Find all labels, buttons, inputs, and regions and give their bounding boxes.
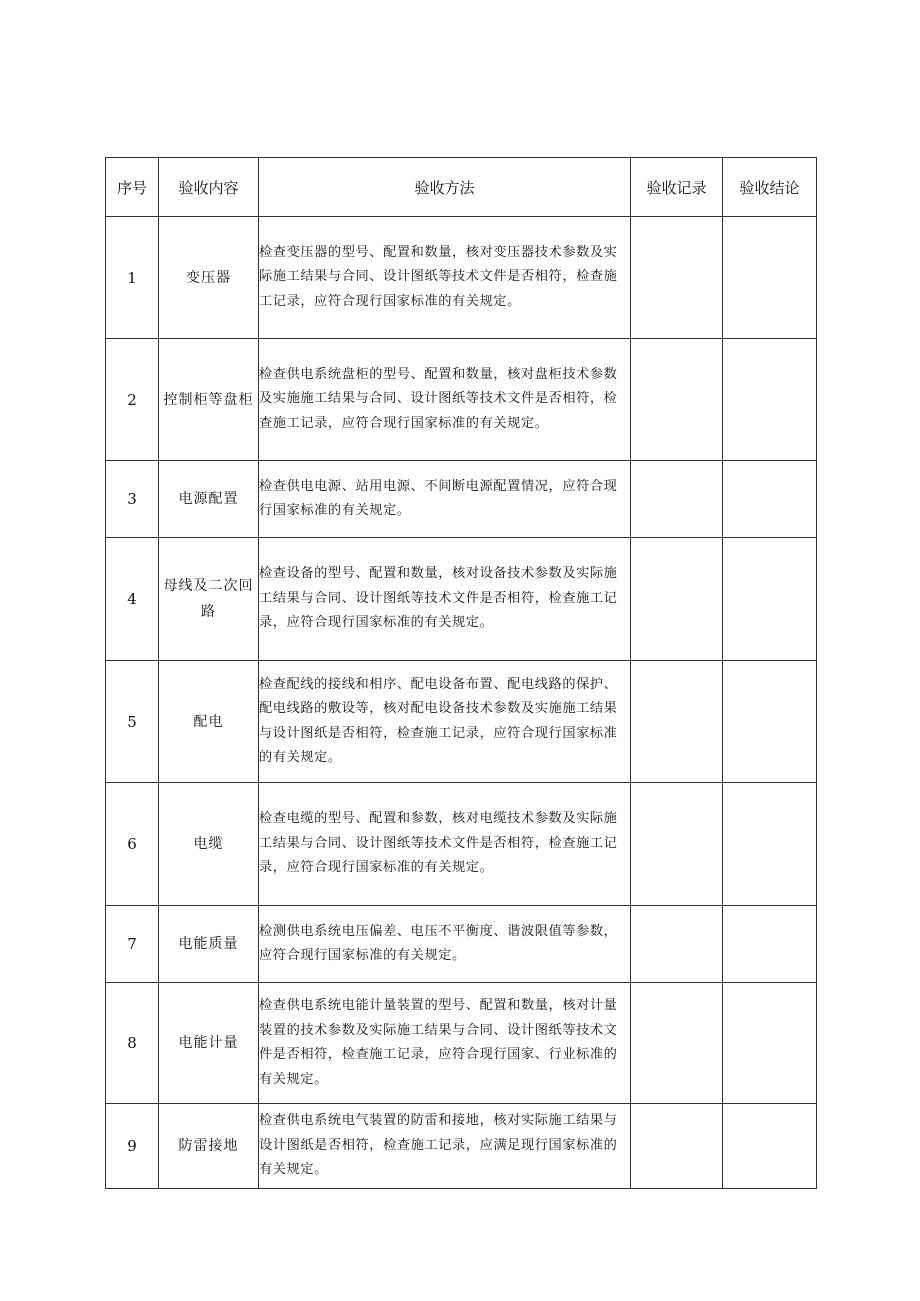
row-conclusion — [723, 461, 817, 538]
row-record — [631, 339, 723, 461]
row-method: 检查供电系统电能计量装置的型号、配置和数量，核对计量装置的技术参数及实际施工结果与合同、设计图纸等技术文件是否相符，检查施工记录，应符合现行国家、行业标准的有关规定。 — [259, 983, 631, 1104]
row-content: 母线及二次回路 — [159, 538, 259, 661]
row-seq: 5 — [106, 661, 159, 783]
row-method: 检查设备的型号、配置和数量，核对设备技术参数及实际施工结果与合同、设计图纸等技术文件是否相符，检查施工记录，应符合现行国家标准的有关规定。 — [259, 538, 631, 661]
row-record — [631, 217, 723, 339]
row-record — [631, 783, 723, 906]
row-content: 电缆 — [159, 783, 259, 906]
row-seq: 2 — [106, 339, 159, 461]
row-method: 检查变压器的型号、配置和数量，核对变压器技术参数及实际施工结果与合同、设计图纸等技术文件是否相符，检查施工记录，应符合现行国家标准的有关规定。 — [259, 217, 631, 339]
row-seq: 9 — [106, 1104, 159, 1189]
header-seq: 序号 — [106, 158, 159, 217]
header-record: 验收记录 — [631, 158, 723, 217]
row-content: 防雷接地 — [159, 1104, 259, 1189]
row-conclusion — [723, 783, 817, 906]
row-record — [631, 906, 723, 983]
row-method: 检查供电系统盘柜的型号、配置和数量，核对盘柜技术参数及实施施工结果与合同、设计图纸等技术文件是否相符，检查施工记录，应符合现行国家标准的有关规定。 — [259, 339, 631, 461]
row-method: 检测供电系统电压偏差、电压不平衡度、谐波限值等参数，应符合现行国家标准的有关规定。 — [259, 906, 631, 983]
table-row — [106, 217, 817, 339]
row-method: 检查电缆的型号、配置和参数，核对电缆技术参数及实际施工结果与合同、设计图纸等技术文件是否相符，检查施工记录，应符合现行国家标准的有关规定。 — [259, 783, 631, 906]
row-seq: 7 — [106, 906, 159, 983]
row-record — [631, 538, 723, 661]
table-row — [106, 339, 817, 461]
table-row — [106, 906, 817, 983]
row-conclusion — [723, 983, 817, 1104]
row-seq: 4 — [106, 538, 159, 661]
row-seq: 6 — [106, 783, 159, 906]
row-conclusion — [723, 538, 817, 661]
row-content: 控制柜等盘柜 — [159, 339, 259, 461]
row-record — [631, 661, 723, 783]
table-row — [106, 1104, 817, 1189]
row-conclusion — [723, 906, 817, 983]
row-conclusion — [723, 217, 817, 339]
row-content: 电能计量 — [159, 983, 259, 1104]
row-seq: 1 — [106, 217, 159, 339]
row-seq: 3 — [106, 461, 159, 538]
row-method: 检查供电电源、站用电源、不间断电源配置情况，应符合现行国家标准的有关规定。 — [259, 461, 631, 538]
header-method: 验收方法 — [259, 158, 631, 217]
table-row — [106, 538, 817, 661]
table-row — [106, 783, 817, 906]
row-seq: 8 — [106, 983, 159, 1104]
table-header-row — [106, 158, 817, 217]
row-content: 配电 — [159, 661, 259, 783]
row-method: 检查配线的接线和相序、配电设备布置、配电线路的保护、配电线路的敷设等，核对配电设备技术参数及实施施工结果与设计图纸是否相符，检查施工记录，应符合现行国家标准的有关规定。 — [259, 661, 631, 783]
acceptance-table — [105, 157, 817, 1189]
header-conclusion: 验收结论 — [723, 158, 817, 217]
row-conclusion — [723, 661, 817, 783]
table-row — [106, 983, 817, 1104]
row-method: 检查供电系统电气装置的防雷和接地，核对实际施工结果与设计图纸是否相符，检查施工记录，应满足现行国家标准的有关规定。 — [259, 1104, 631, 1189]
row-conclusion — [723, 1104, 817, 1189]
row-content: 电能质量 — [159, 906, 259, 983]
row-conclusion — [723, 339, 817, 461]
table-row — [106, 661, 817, 783]
row-record — [631, 983, 723, 1104]
table-row — [106, 461, 817, 538]
row-content: 电源配置 — [159, 461, 259, 538]
row-record — [631, 461, 723, 538]
row-record — [631, 1104, 723, 1189]
row-content: 变压器 — [159, 217, 259, 339]
header-content: 验收内容 — [159, 158, 259, 217]
